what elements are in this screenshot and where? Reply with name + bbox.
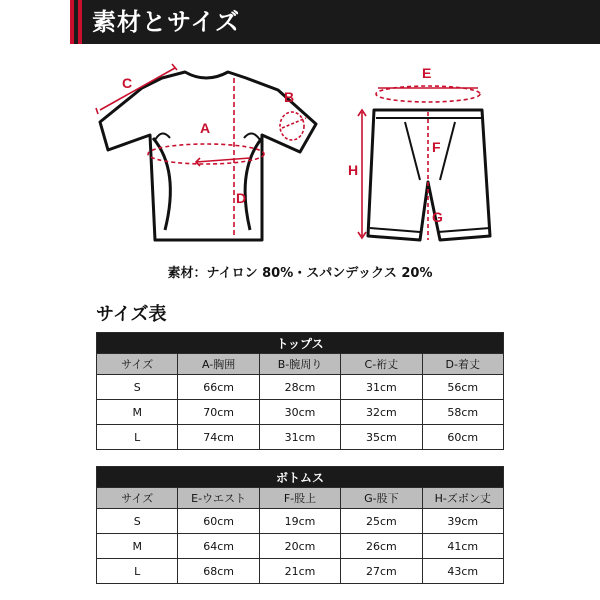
table-row — [97, 534, 504, 559]
column-header: F-股上 — [259, 488, 340, 509]
table-cell: 20cm — [259, 534, 340, 559]
table-row — [97, 400, 504, 425]
column-header: サイズ — [97, 488, 178, 509]
table-row — [97, 375, 504, 400]
table-cell: 74cm — [178, 425, 259, 450]
table-caption: トップス — [97, 333, 504, 354]
table-cell: 64cm — [178, 534, 259, 559]
page-title: 素材とサイズ — [92, 8, 241, 36]
label-g: G — [432, 209, 443, 225]
table-cell: M — [97, 400, 178, 425]
table-cell: 70cm — [178, 400, 259, 425]
column-header: H-ズボン丈 — [422, 488, 503, 509]
label-c: C — [122, 75, 133, 91]
table-cell: 21cm — [259, 559, 340, 584]
table-cell: 31cm — [259, 425, 340, 450]
material-text: 素材：ナイロン 80%・スパンデックス 20% — [167, 266, 433, 281]
table-cell: 30cm — [259, 400, 340, 425]
table-cell: L — [97, 559, 178, 584]
table-cell: 43cm — [422, 559, 503, 584]
table-row — [97, 425, 504, 450]
label-a: A — [200, 120, 211, 136]
table-cell: M — [97, 534, 178, 559]
table-cell: 32cm — [341, 400, 422, 425]
label-d: D — [236, 190, 247, 206]
table-cell: 26cm — [341, 534, 422, 559]
label-f: F — [432, 139, 441, 155]
table-cell: 56cm — [422, 375, 503, 400]
table-cell: S — [97, 375, 178, 400]
label-b: B — [284, 89, 295, 105]
garment-diagram — [0, 50, 600, 260]
header-stripe — [70, 0, 74, 44]
table-cell: 35cm — [341, 425, 422, 450]
column-header: C-裄丈 — [341, 354, 422, 375]
label-e: E — [422, 65, 432, 81]
column-header: E-ウエスト — [178, 488, 259, 509]
label-h: H — [348, 162, 359, 178]
table-cell: 41cm — [422, 534, 503, 559]
table-cell: S — [97, 509, 178, 534]
table-cell: 25cm — [341, 509, 422, 534]
shorts-illustration — [368, 110, 490, 240]
table-row — [97, 559, 504, 584]
table-cell: 39cm — [422, 509, 503, 534]
tops-size-table — [96, 332, 504, 450]
table-cell: 58cm — [422, 400, 503, 425]
column-header: A-胸囲 — [178, 354, 259, 375]
size-chart-title: サイズ表 — [96, 304, 167, 325]
bottoms-size-table — [96, 466, 504, 584]
column-header: サイズ — [97, 354, 178, 375]
header-stripe — [78, 0, 82, 44]
table-cell: 31cm — [341, 375, 422, 400]
column-header: D-着丈 — [422, 354, 503, 375]
table-row — [97, 509, 504, 534]
table-cell: 68cm — [178, 559, 259, 584]
table-cell: L — [97, 425, 178, 450]
table-cell: 60cm — [178, 509, 259, 534]
table-cell: 27cm — [341, 559, 422, 584]
table-cell: 28cm — [259, 375, 340, 400]
table-cell: 19cm — [259, 509, 340, 534]
table-cell: 60cm — [422, 425, 503, 450]
table-caption: ボトムス — [97, 467, 504, 488]
column-header: B-腕周り — [259, 354, 340, 375]
table-cell: 66cm — [178, 375, 259, 400]
column-header: G-股下 — [341, 488, 422, 509]
